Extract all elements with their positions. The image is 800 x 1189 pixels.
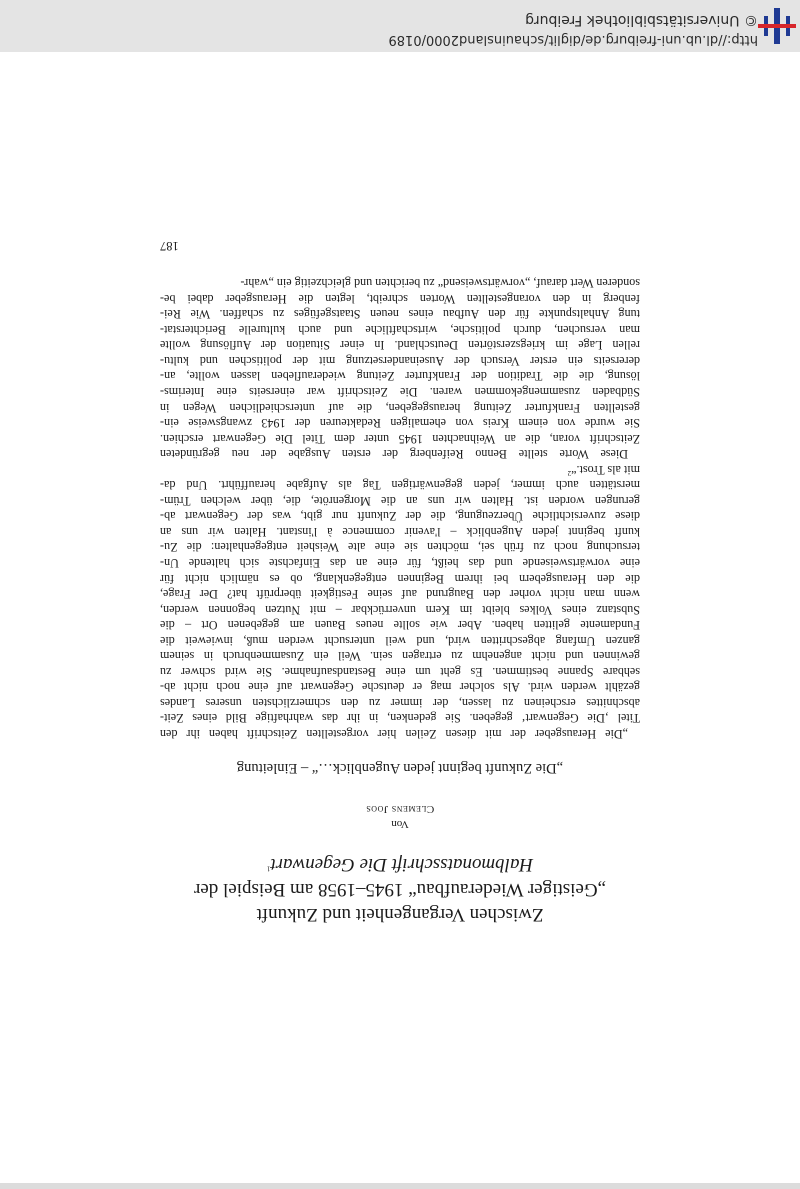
body-line: dererseits ein erster Versuch der Auseinandersetzung mit der politischen und kultu- [160, 353, 640, 368]
page-number: 187 [160, 239, 179, 253]
body-line: Substanz eines Volkes bleibt im Kern unverrückbar – mit Nutzen begonnen werden, [160, 602, 640, 617]
body-line: die den Herausgebern bei ihrem Beginnen entgegenklang, ob es nämlich nicht für [160, 571, 640, 586]
title-line-3-text: Halbmonatsschrift Die Gegenwart [270, 854, 534, 875]
body-line: tersuchung noch zu früh sei, möchten sie eine alte Weisheit entgegenhalten: die Zu- [160, 540, 640, 555]
title-footnote-mark: 1 [266, 864, 271, 873]
body-line: sonderen Wert darauf, „vorwärtsweisend“ zu berichten und gleichzeitig ein „wahr- [240, 276, 640, 291]
body-line: Südbaden zusammengekommen waren. Die Zeitschrift war einerseits eine Interims- [160, 384, 640, 399]
article-body [160, 275, 640, 741]
body-line: eine vorwärtsweisende und das heißt, für eine an das Einfachste sich haltende Un- [160, 555, 640, 570]
article-title [160, 852, 640, 927]
body-line: Fundamente gelitten haben. Aber wie sollte neues Bauen am gegebenen Ort – die [160, 618, 640, 633]
title-line-1: Zwischen Vergangenheit und Zukunft [256, 904, 544, 925]
section-heading: „Die Zukunft beginnt jeden Augenblick…“ – Einleitung [236, 760, 564, 776]
title-line-3 [160, 852, 640, 877]
banner-url[interactable]: http://dl.ub.uni-freiburg.de/diglit/schauinsland2000/0189 [388, 32, 758, 47]
body-line: ganzen Umfang abgeschritten wird, und weil untersucht werden muß, inwieweit die [160, 633, 640, 648]
body-line: fenberg in den vorangestellten Worten schreibt, legten die Herausgeber dabei be- [160, 291, 640, 306]
body-line: mit als Trost.“$^2$ [567, 462, 640, 477]
ub-freiburg-logo-icon [758, 6, 796, 46]
body-line: „Die Herausgeber der mit diesen Zeilen hier vorgestellten Zeitschrift haben ihr den [160, 727, 628, 741]
library-banner [0, 0, 800, 52]
title-line-2: „Geistiger Wiederaufbau“ 1945–1958 am Beispiel der [194, 879, 606, 900]
banner-copyright: © Universitätsbibliothek Freiburg [525, 12, 758, 28]
byline-von: Von [391, 818, 409, 830]
body-line: abschnittes erscheinen zu lassen, der immer zu den schmerzlichsten unseres Landes [160, 695, 640, 710]
body-line: lösung, die die Tradition der Frankfurter Zeitung wiederaufleben lassen wollte, an- [160, 369, 640, 384]
body-line: Diese Worte stellte Benno Reifenberg der ersten Ausgabe der neu gegründeten [160, 447, 628, 462]
body-line: Sie wurde von einem Kreis von ehemaligen Redakteuren der 1943 zwangsweise ein- [160, 416, 640, 431]
body-line: kunft beginnt jeden Augenblick – l'avenir commence à l'instant. Halten wir uns an [160, 524, 640, 539]
body-line: Titel ‚Die Gegenwart‘ gegeben. Sie gedenken, in ihr das wahrhaftige Bild eines Zeit- [160, 711, 640, 726]
quote-footnote-mark: 2 [567, 468, 572, 477]
byline [160, 801, 640, 831]
body-line: Zeitschrift voran, die an Weihnachten 1945 unter dem Titel Die Gegenwart erschien. [160, 431, 640, 446]
bottom-border-strip [0, 1183, 800, 1189]
body-line: gestellten Frankfurter Zeitung herausgegeben, die auf unterschiedlichen Wegen in [160, 400, 640, 415]
body-line: tung Anhaltspunkte für den Aufbau eines neuen Staatsgefüges zu schaffen. Wie Rei- [160, 307, 640, 322]
body-line: man versuchen, durch politische, wirtschaftliche und auch kulturelle Berichterstat- [160, 322, 640, 337]
body-line: gewinnen und nicht angenehm zu ertragen sein. Weil ein Zusammenbruch in seinem [160, 649, 640, 664]
body-line: rellen Lage im kriegszerstörten Deutschland. In einer Situation der Auflösung wollte [160, 338, 640, 353]
body-line: gezählt werden wird. Als solcher mag er deutsche Gegenwart auf eine noch nicht ab- [160, 680, 640, 695]
body-line: diese zuversichtliche Überzeugung, die der Zukunft nur gibt, was der Gegenwart ab- [160, 509, 640, 524]
author-name: Clemens Joos [365, 803, 435, 815]
body-line: gerungen worden ist. Halten wir uns an die Morgenröte, die, über welchen Trüm- [160, 493, 640, 508]
body-line: sehbare Spanne bestimmen. Es geht um eine Bestandsaufnahme. Sie wird schwer zu [160, 664, 640, 679]
body-line: wenn man nicht vorher den Baugrund auf seine Festigkeit überprüft hat? Der Frage, [160, 587, 640, 602]
body-line: merstätten auch immer, jeden gegenwärtigen Tag als Aufgabe heraufführt. Und da- [160, 478, 640, 493]
